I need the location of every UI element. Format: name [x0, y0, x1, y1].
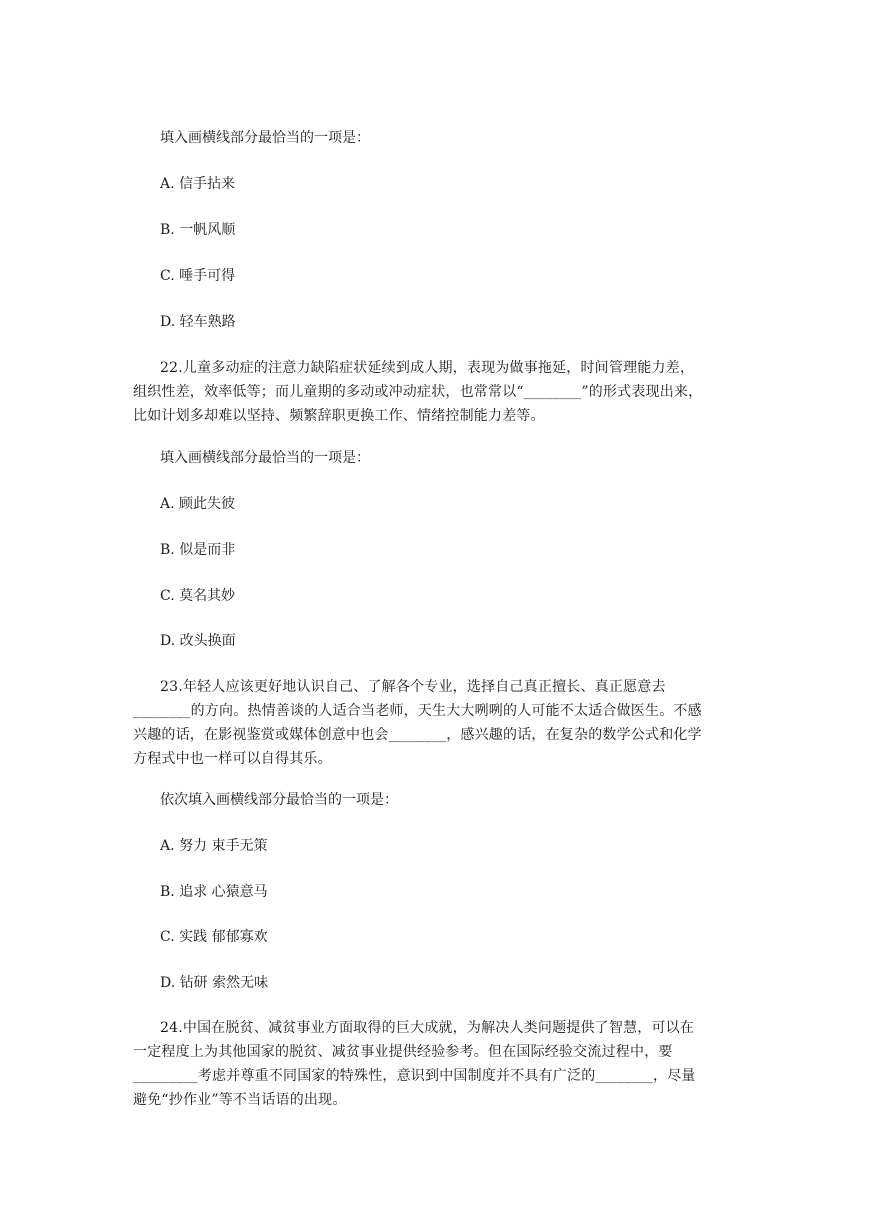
- q23-prompt: 依次填入画横线部分最恰当的一项是：: [160, 792, 398, 808]
- q22-prompt: 填入画横线部分最恰当的一项是：: [160, 450, 370, 466]
- q22-line-3: 比如计划多却难以坚持、频繁辞职更换工作、情绪控制能力差等。: [133, 408, 545, 424]
- q23-option-c: C. 实践 郁郁寡欢: [160, 929, 268, 945]
- q22-option-c: C. 莫名其妙: [160, 588, 236, 604]
- q23-line-3: 兴趣的话，在影视鉴赏或媒体创意中也会________，感兴趣的话，在复杂的数学公式和化学: [133, 727, 702, 743]
- q22-option-a: A. 顾此失彼: [160, 496, 236, 512]
- q22-line-2: 组织性差，效率低等；而儿童期的多动或冲动症状，也常常以“________”的形式表现出来，: [133, 384, 703, 400]
- q23-option-a: A. 努力 束手无策: [160, 838, 268, 854]
- q24-line-4: 避免“抄作业”等不当话语的出现。: [133, 1092, 347, 1108]
- q21-option-a: A. 信手拈来: [160, 176, 236, 192]
- q23-line-2: ________的方向。热情善谈的人适合当老师，天生大大咧咧的人可能不太适合做医生。不感: [133, 703, 702, 719]
- q21-option-d: D. 轻车熟路: [160, 314, 236, 330]
- q21-option-b: B. 一帆风顺: [160, 222, 236, 238]
- q22-option-d: D. 改头换面: [160, 633, 236, 649]
- q21-option-c: C. 唾手可得: [160, 268, 236, 284]
- q22-line-1: 22.儿童多动症的注意力缺陷症状延续到成人期，表现为做事拖延，时间管理能力差，: [160, 360, 695, 376]
- q24-line-1: 24.中国在脱贫、减贫事业方面取得的巨大成就，为解决人类问题提供了智慧，可以在: [160, 1020, 695, 1036]
- q23-option-b: B. 追求 心猿意马: [160, 884, 268, 900]
- q24-line-2: 一定程度上为其他国家的脱贫、减贫事业提供经验参考。但在国际经验交流过程中，要: [133, 1044, 673, 1060]
- q23-line-1: 23.年轻人应该更好地认识自己、了解各个专业，选择自己真正擅长、真正愿意去: [160, 679, 666, 695]
- q23-line-4: 方程式中也一样可以自得其乐。: [133, 751, 332, 767]
- q23-option-d: D. 钻研 索然无味: [160, 975, 269, 991]
- q21-prompt: 填入画横线部分最恰当的一项是：: [160, 130, 370, 146]
- q24-line-3: _________考虑并尊重不同国家的特殊性，意识到中国制度并不具有广泛的________，尽量: [133, 1068, 696, 1084]
- q22-option-b: B. 似是而非: [160, 542, 236, 558]
